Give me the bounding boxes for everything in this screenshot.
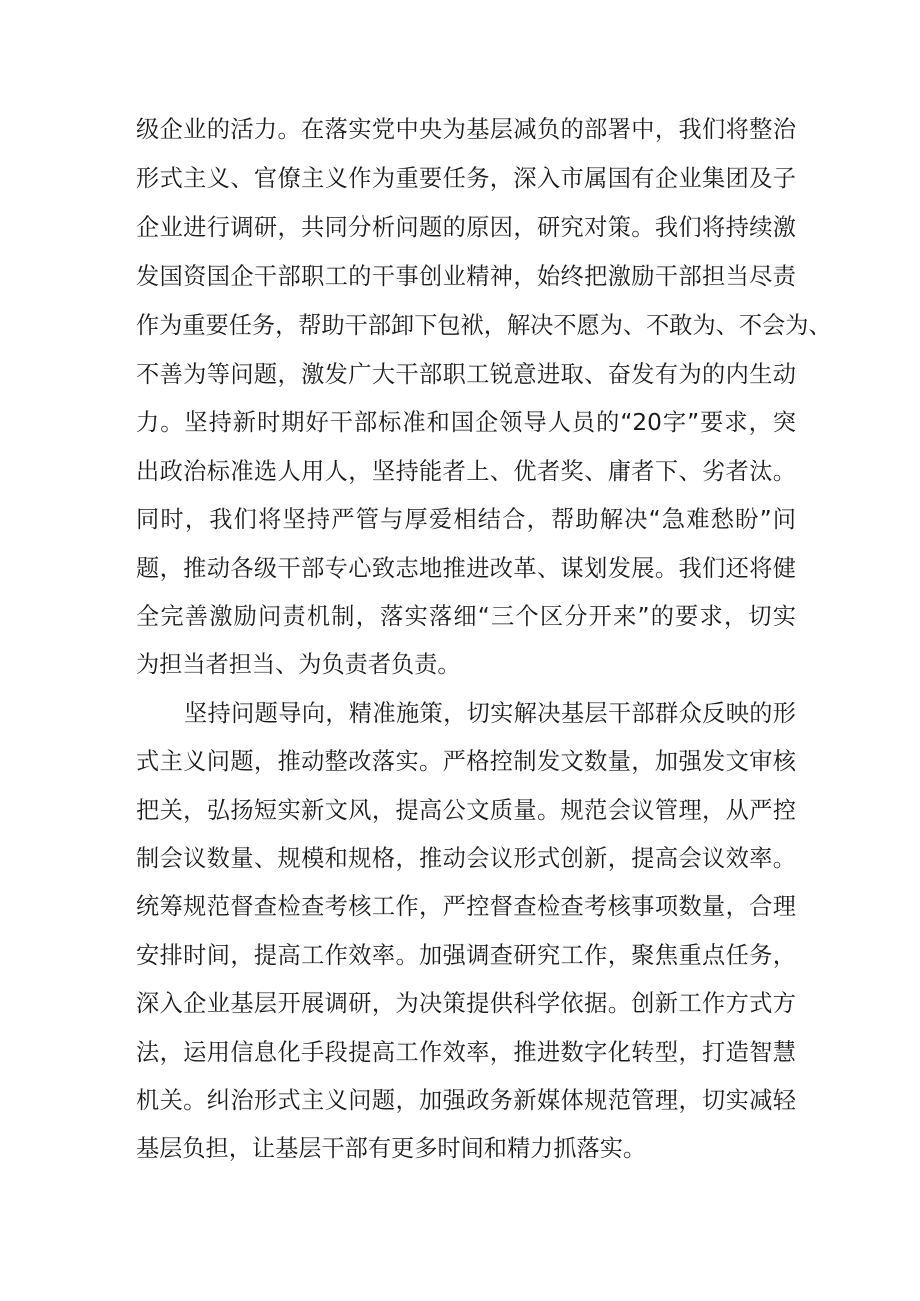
text-line: 安排时间，提高工作效率。加强调查研究工作，聚焦重点任务，	[136, 942, 796, 969]
text-line: 把关，弘扬短实新文风，提高公文质量。规范会议管理，从严控	[136, 797, 796, 824]
text-line: 坚持问题导向，精准施策，切实解决基层干部群众反映的形	[184, 700, 796, 727]
text-line: 机关。纠治形式主义问题，加强政务新媒体规范管理，切实减轻	[136, 1087, 796, 1114]
text-line: 同时，我们将坚持严管与厚爱相结合，帮助解决“急难愁盼”问	[136, 506, 796, 533]
text-line: 全完善激励问责机制，落实落细“三个区分开来”的要求，切实	[136, 603, 796, 630]
text-line: 为担当者担当、为负责者负责。	[136, 651, 461, 678]
text-line: 式主义问题，推动整改落实。严格控制发文数量，加强发文审核	[136, 748, 796, 775]
text-line: 级企业的活力。在落实党中央为基层减负的部署中，我们将整治	[136, 116, 796, 143]
text-line: 法，运用信息化手段提高工作效率，推进数字化转型，打造智慧	[136, 1039, 796, 1066]
text-line: 企业进行调研，共同分析问题的原因，研究对策。我们将持续激	[136, 214, 796, 241]
text-line: 不善为等问题，激发广大干部职工锐意进取、奋发有为的内生动	[136, 361, 796, 388]
text-line: 基层负担，让基层干部有更多时间和精力抓落实。	[136, 1135, 647, 1162]
text-line: 深入企业基层开展调研，为决策提供科学依据。创新工作方式方	[136, 990, 796, 1017]
text-line: 统筹规范督查检查考核工作，严控督查检查考核事项数量，合理	[136, 893, 796, 920]
text-line: 制会议数量、规模和规格，推动会议形式创新，提高会议效率。	[136, 845, 796, 872]
text-line: 出政治标准选人用人，坚持能者上、优者奖、庸者下、劣者汰。	[136, 458, 796, 485]
text-line: 发国资国企干部职工的干事创业精神，始终把激励干部担当尽责	[136, 263, 796, 290]
text-line: 题，推动各级干部专心致志地推进改革、谋划发展。我们还将健	[136, 555, 796, 582]
text-line: 形式主义、官僚主义作为重要任务，深入市属国有企业集团及子	[136, 165, 796, 192]
text-line: 力。坚持新时期好干部标准和国企领导人员的“20字”要求，突	[136, 409, 796, 436]
text-line: 作为重要任务，帮助干部卸下包袱，解决不愿为、不敢为、不会为、	[136, 312, 832, 339]
